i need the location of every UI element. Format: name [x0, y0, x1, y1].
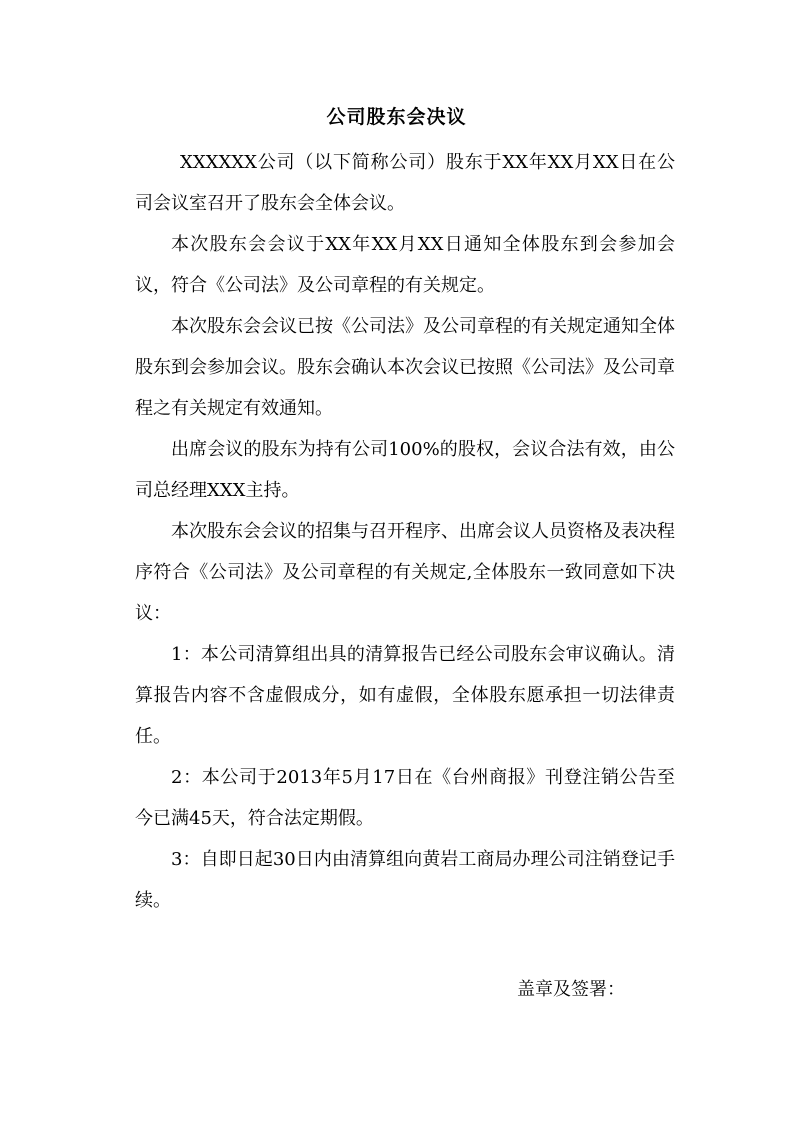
- paragraph-meeting-held: XXXXXX公司（以下简称公司）股东于XX年XX月XX日在公司会议室召开了股东会全体会议。: [135, 152, 675, 214]
- paragraph-procedure: 本次股东会会议的招集与召开程序、出席会议人员资格及表决程序符合《公司法》及公司章程的有关规定,全体股东一致同意如下决议：: [135, 521, 675, 624]
- resolution-item-2: 2：本公司于2013年5月17日在《台州商报》刊登注销公告至今已满45天，符合法定期假。: [135, 767, 675, 829]
- paragraph-notice-confirmed: 本次股东会会议已按《公司法》及公司章程的有关规定通知全体股东到会参加会议。股东会确认本次会议已按照《公司法》及公司章程之有关规定有效通知。: [135, 316, 675, 419]
- paragraph-notice: 本次股东会会议于XX年XX月XX日通知全体股东到会参加会议，符合《公司法》及公司章程的有关规定。: [135, 234, 675, 296]
- document-body: [135, 142, 675, 921]
- paragraph-attendance: 出席会议的股东为持有公司100%的股权，会议合法有效，由公司总经理XXX主持。: [135, 439, 675, 501]
- signature-label: 盖章及签署：: [517, 979, 625, 1000]
- document-title: 公司股东会决议: [326, 106, 467, 128]
- resolution-item-1: 1：本公司清算组出具的清算报告已经公司股东会审议确认。清算报告内容不含虚假成分，如有虚假，全体股东愿承担一切法律责任。: [135, 644, 675, 747]
- resolution-item-3: 3：自即日起30日内由清算组向黄岩工商局办理公司注销登记手续。: [135, 849, 675, 911]
